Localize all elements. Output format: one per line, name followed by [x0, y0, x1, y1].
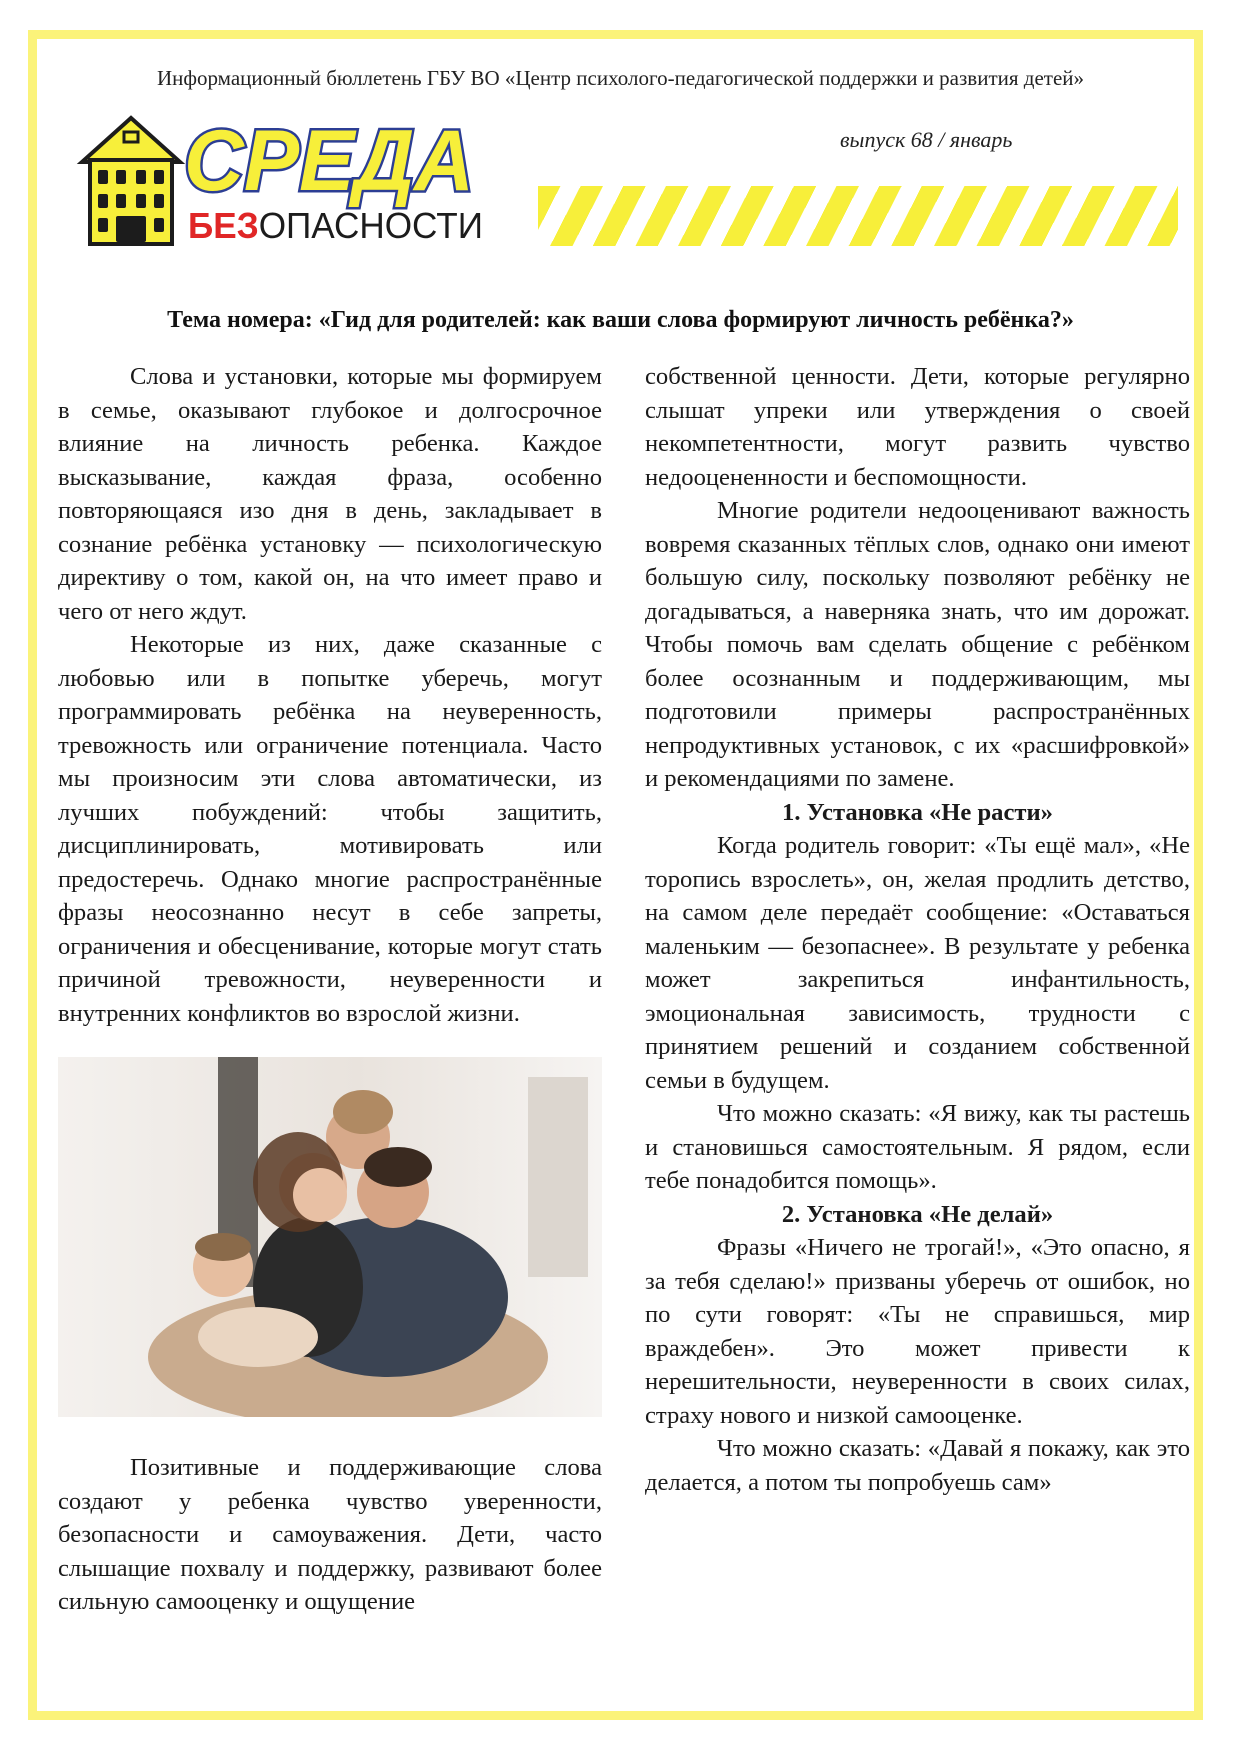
paragraph: Слова и установки, которые мы формируем в семье, оказывают глубокое и долгосрочное влияние на личность ребенка. Каждое высказывание, каждая фраза, особенно повторяющаяся изо дня в день, закладывает в сознание ребёнка установку — психологическую директиву о том, какой он, на что имеет право и чего от него ждут.: [58, 363, 602, 625]
section-heading: 1. Установка «Не расти»: [782, 798, 1053, 826]
issue-number: выпуск 68 / январь: [840, 127, 1013, 152]
paragraph: Когда родитель говорит: «Ты ещё мал», «Не торопись взрослеть», он, желая продлить детство, на самом деле передаёт сообщение: «Оставаться маленьким — безопаснее». В результате у ребенка может закрепиться инфантильность, эмоциональная зависимость, трудности с принятием решений и созданием собственной семьи в будущем.: [645, 832, 1190, 1094]
paragraph: Что можно сказать: «Я вижу, как ты растешь и становишься самостоятельным. Я рядом, если тебе понадобится помощь».: [645, 1100, 1190, 1194]
family-photo: [58, 1057, 602, 1417]
paragraph: собственной ценности. Дети, которые регулярно слышат упреки или утверждения о своей некомпетентности, могут развить чувство недооцененности и беспомощности.: [645, 363, 1190, 491]
paragraph: Фразы «Ничего не трогай!», «Это опасно, я за тебя сделаю!» призваны уберечь от ошибок, но по сути говорят: «Ты не справишься, мир враждебен». Это может привести к нерешительности, неуверенности в своих силах, страху нового и низкой самооценке.: [645, 1234, 1190, 1429]
paragraph: Некоторые из них, даже сказанные с любовью или в попытке уберечь, могут программировать ребёнка на неуверенность, тревожность или ограничение потенциала. Часто мы произносим эти слова автоматически, из лучших побуждений: чтобы защитить, дисциплинировать, мотивировать или предостеречь. Однако многие распространённые фразы неосознанно несут в себе запреты, ограничения и обесценивание, которые могут стать причиной тревожности, неуверенности и внутренних конфликтов во взрослой жизни.: [58, 631, 602, 1027]
paragraph: Что можно сказать: «Давай я покажу, как это делается, а потом ты попробуешь сам»: [645, 1435, 1190, 1496]
decorative-stripes: [538, 186, 1178, 246]
left-column: [58, 360, 602, 1619]
paragraph: Позитивные и поддерживающие слова создают у ребенка чувство уверенности, безопасности и самоуважения. Дети, часто слышащие похвалу и поддержку, развивают более сильную самооценку и ощущение: [58, 1454, 602, 1615]
sreda-bezopasnosti-logo: [76, 110, 526, 250]
paragraph: Многие родители недооценивают важность вовремя сказанных тёплых слов, однако они имеют большую силу, поскольку позволяют ребёнку не догадываться, а наверняка знать, что им дорожат. Чтобы помочь вам сделать общение с ребёнком более осознанным и поддерживающим, мы подготовили примеры распространённых непродуктивных установок, с их «расшифровкой» и рекомендациями по замене.: [645, 497, 1190, 792]
svg-text:БЕЗОПАСНОСТИ: [188, 205, 489, 246]
right-column: [645, 360, 1190, 1499]
logo-word-opasnosti: ОПАСНОСТИ: [258, 205, 489, 246]
house-icon: [82, 118, 180, 244]
logo-word-bez: БЕЗ: [188, 205, 261, 246]
theme-title: Тема номера: «Гид для родителей: как ваши слова формируют личность ребёнка?»: [167, 307, 1074, 333]
bulletin-org-line: Информационный бюллетень ГБУ ВО «Центр психолого-педагогической поддержки и развития детей»: [156, 66, 1085, 90]
logo-word-sreda: СРЕДА: [184, 113, 474, 209]
section-heading: 2. Установка «Не делай»: [781, 1200, 1054, 1228]
